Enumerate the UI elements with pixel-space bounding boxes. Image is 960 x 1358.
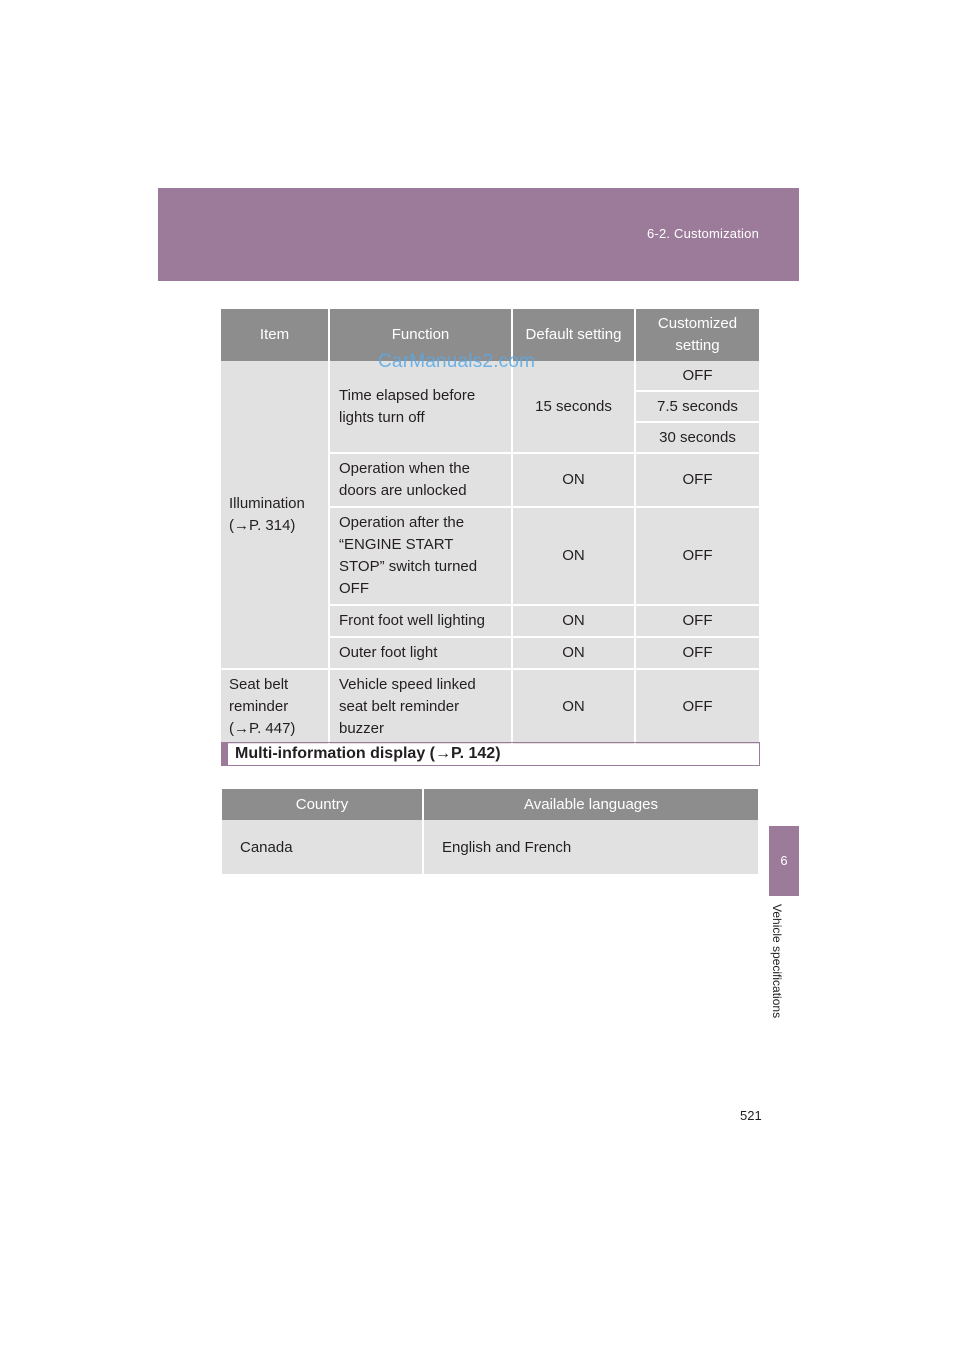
languages-table — [222, 789, 758, 874]
function-cell: Time elapsed before lights turn off — [329, 361, 512, 453]
watermark: CarManuals2.com — [378, 351, 536, 372]
function-cell: Operation after the “ENGINE START STOP” switch turned OFF — [329, 507, 512, 605]
custom-cell: OFF — [635, 453, 759, 507]
custom-cell: OFF — [635, 605, 759, 637]
header-default: Default setting — [512, 309, 635, 361]
custom-cell: 7.5 seconds — [635, 391, 759, 422]
header-band — [158, 188, 799, 281]
default-cell: ON — [512, 605, 635, 637]
item-label: Illumination — [229, 494, 305, 512]
default-cell: ON — [512, 453, 635, 507]
header-languages: Available languages — [423, 789, 758, 820]
function-cell: Operation when the doors are unlocked — [329, 453, 512, 507]
subsection-heading — [221, 742, 760, 766]
customization-table — [221, 309, 759, 746]
page-reference: (→P. 447) — [229, 720, 296, 737]
custom-cell: OFF — [635, 507, 759, 605]
custom-cell: OFF — [635, 669, 759, 745]
country-cell: Canada — [222, 820, 423, 874]
header-customized: Customized setting — [635, 309, 759, 361]
languages-cell: English and French — [423, 820, 758, 874]
chapter-label: Vehicle specifications — [770, 904, 784, 1019]
custom-cell: OFF — [635, 637, 759, 669]
chapter-tab[interactable]: 6 — [769, 826, 799, 896]
page-reference: (→P. 314) — [229, 516, 296, 534]
default-cell: ON — [512, 507, 635, 605]
subsection-accent-bar — [222, 743, 228, 765]
subsection-title: Multi-information display (→P. 142) — [235, 745, 501, 762]
default-cell: ON — [512, 669, 635, 745]
default-cell: 15 seconds — [512, 361, 635, 453]
table-row — [222, 820, 758, 874]
item-illumination — [221, 361, 329, 669]
header-item: Item — [221, 309, 329, 361]
custom-cell: OFF — [635, 361, 759, 391]
default-cell: ON — [512, 637, 635, 669]
function-cell: Front foot well lighting — [329, 605, 512, 637]
section-title: 6-2. Customization — [647, 226, 759, 241]
function-cell: Vehicle speed linked seat belt reminder buzzer — [329, 669, 512, 745]
table-header-row — [222, 789, 758, 820]
page-number: 521 — [740, 1108, 762, 1123]
custom-cell: 30 seconds — [635, 422, 759, 453]
table-row — [221, 669, 759, 745]
header-function: Function — [329, 309, 512, 361]
item-seatbelt — [221, 669, 329, 745]
header-country: Country — [222, 789, 423, 820]
item-label: Seat belt reminder — [229, 676, 289, 715]
function-cell: Outer foot light — [329, 637, 512, 669]
